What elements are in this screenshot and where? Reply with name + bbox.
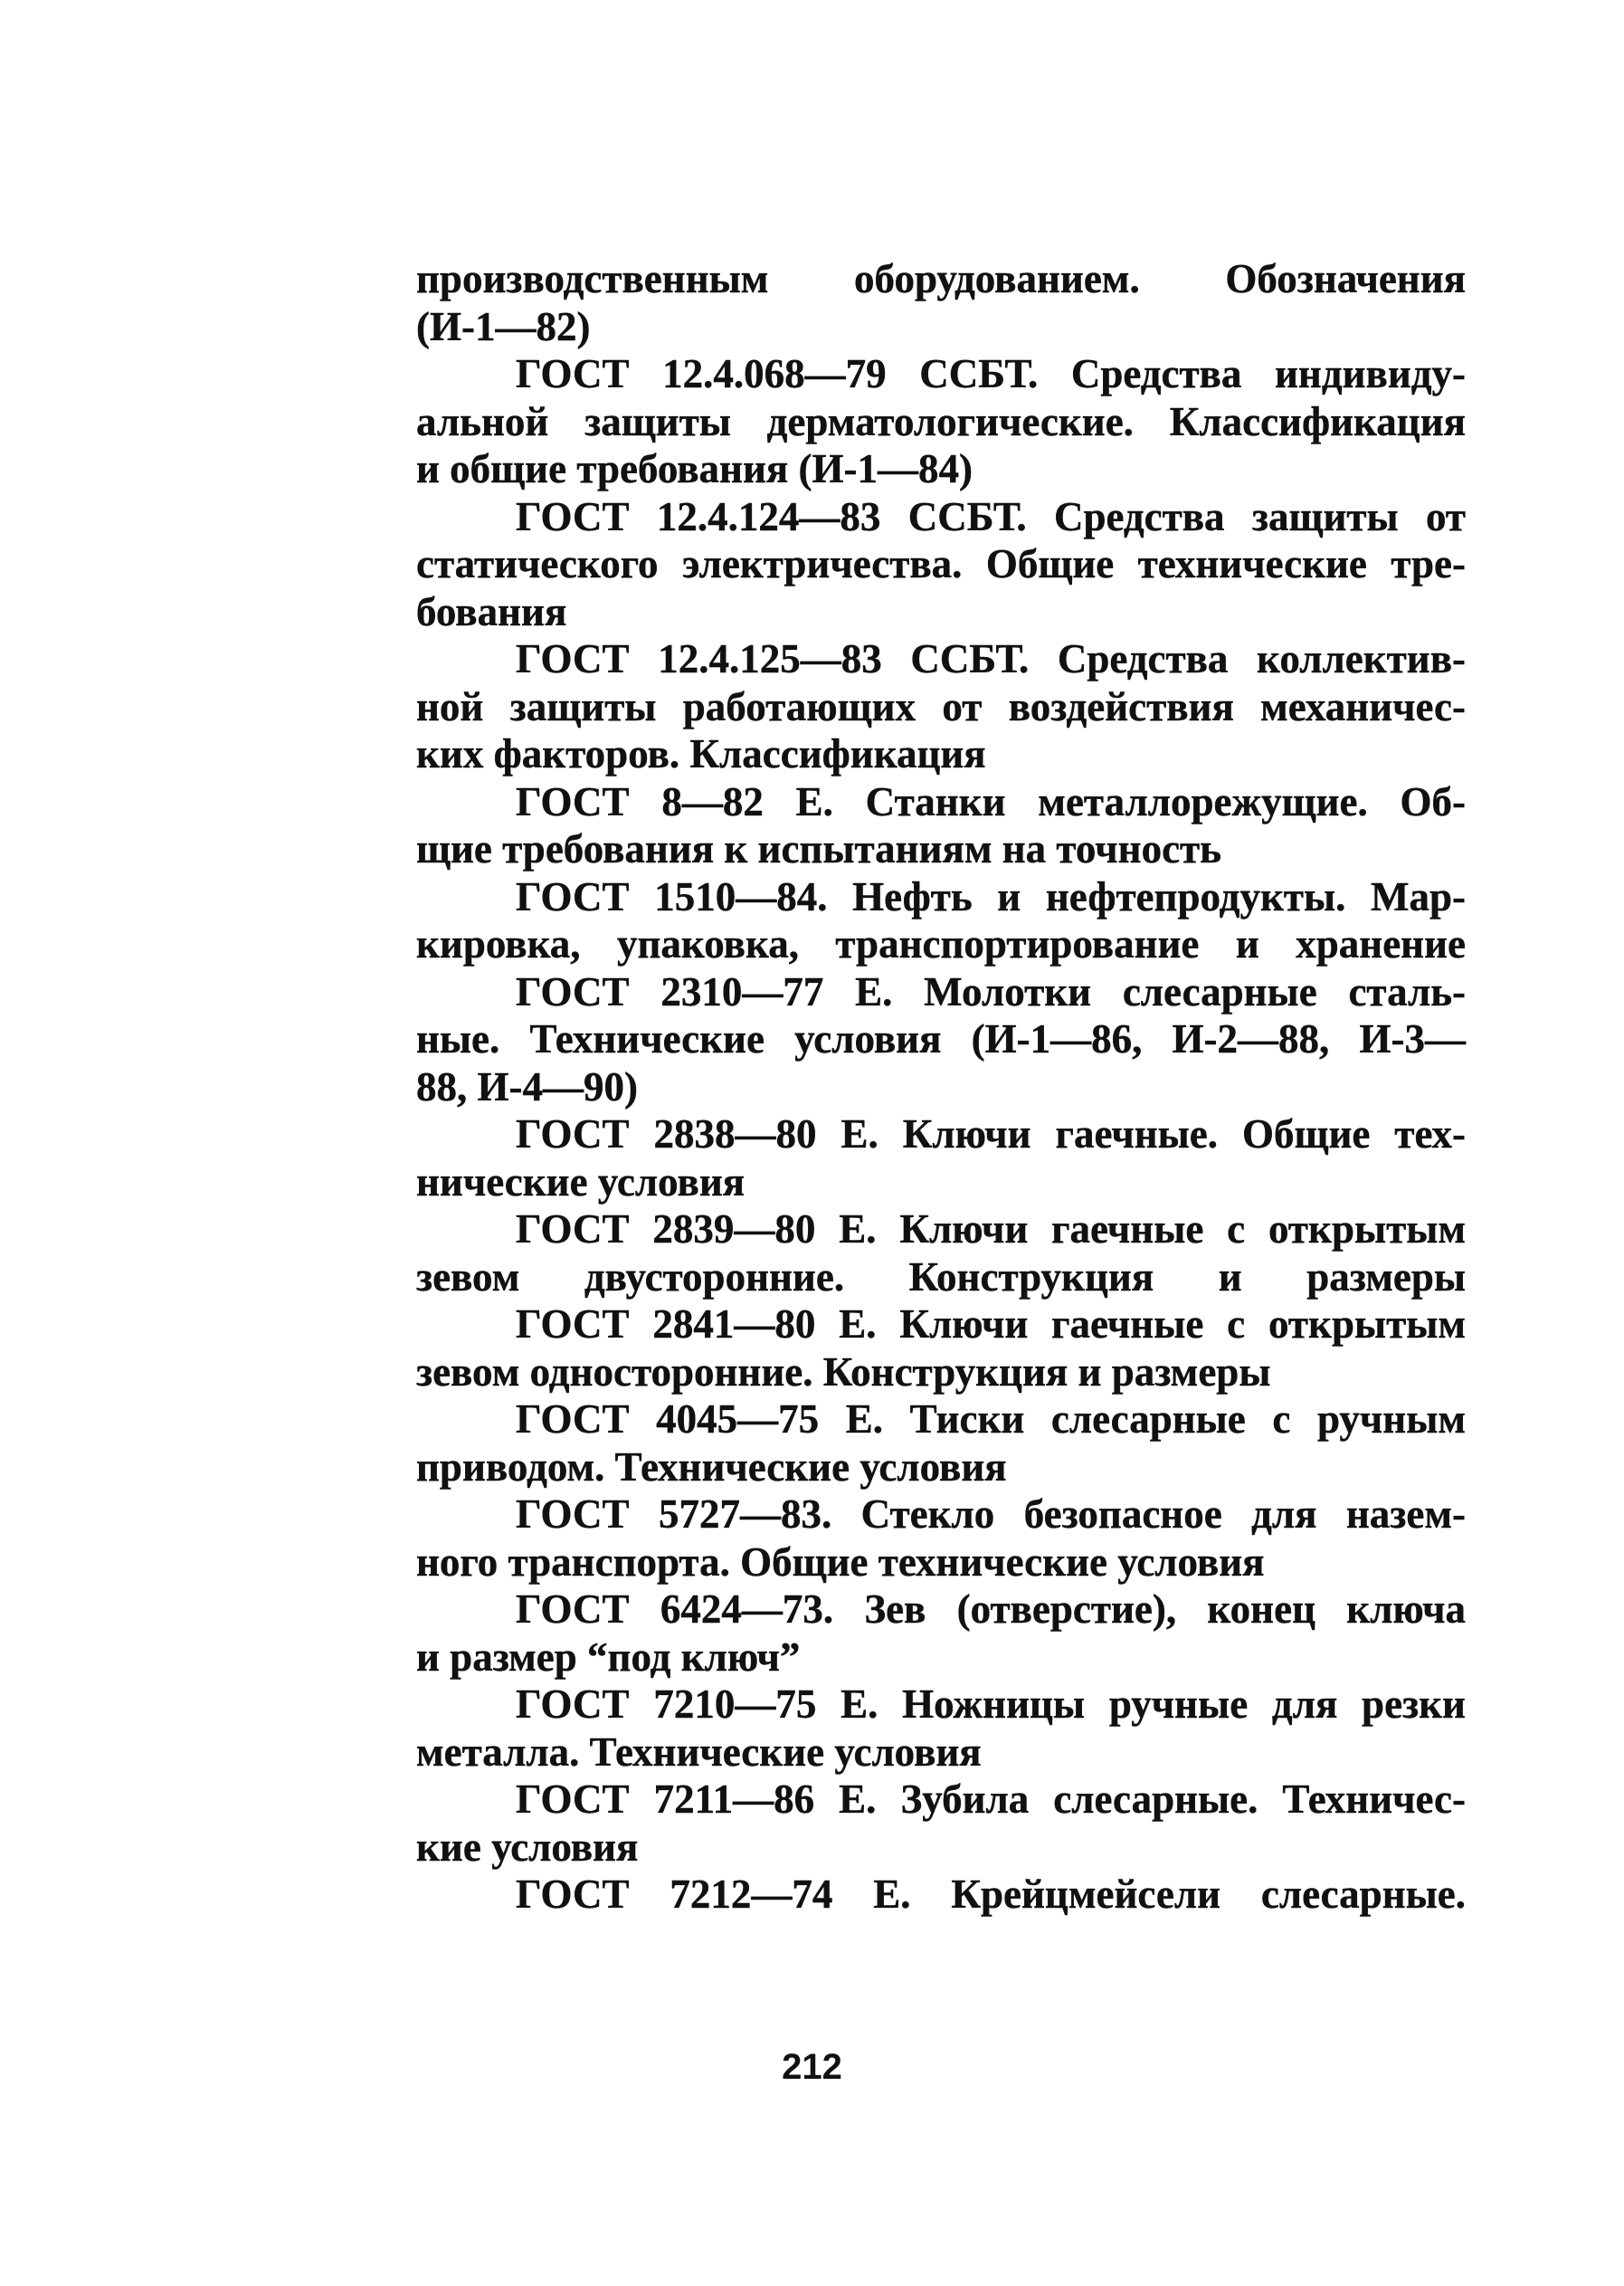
text-line: нические условия [416,1158,746,1205]
page-number: 212 [782,2047,842,2087]
text-line: зевом односторонние. Конструкция и размеры [416,1348,1271,1395]
text-line: ГОСТ 2841—80 Е. Ключи гаечные с открытым [516,1301,1466,1347]
text-line: производственным оборудованием. Обозначения [416,256,1466,301]
text-line: ких факторов. Классификация [416,731,986,776]
text-line: ГОСТ 12.4.068—79 ССБТ. Средства индивиду- [516,351,1466,396]
text-line: ГОСТ 8—82 Е. Станки металлорежущие. Об- [516,778,1466,824]
text-line: альной защиты дерматологические. Классификация [416,398,1466,444]
text-line: ГОСТ 4045—75 Е. Тиски слесарные с ручным [516,1396,1466,1442]
text-line: щие требования к испытаниям на точность [416,826,1221,872]
text-line: и общие требования (И-1—84) [416,446,973,491]
text-line: ной защиты работающих от воздействия механичес- [416,683,1466,729]
text-line: ГОСТ 5727—83. Стекло безопасное для назем- [516,1491,1466,1537]
text-line: кие условия [416,1824,639,1870]
text-line: приводом. Технические условия [416,1443,1007,1490]
text-line: 88, И-4—90) [416,1063,638,1110]
text-line: статического электричества. Общие технические тре- [416,541,1466,586]
text-line: ГОСТ 7211—86 Е. Зубила слесарные. Техничес- [516,1776,1466,1822]
text-line: металла. Технические условия [416,1729,982,1775]
text-line: ГОСТ 7212—74 Е. Крейцмейсели слесарные. [516,1872,1466,1917]
text-line: ные. Технические условия (И-1—86, И-2—88, И-3— [416,1016,1466,1062]
text-line: бования [416,588,567,634]
text-line: ГОСТ 2310—77 Е. Молотки слесарные сталь- [516,968,1466,1014]
document-body [416,255,1466,1919]
text-line: зевом двусторонние. Конструкция и размеры [416,1253,1466,1300]
text-line: ного транспорта. Общие технические условия [416,1538,1265,1585]
text-line: ГОСТ 12.4.125—83 ССБТ. Средства коллектив- [516,636,1466,681]
text-line: ГОСТ 1510—84. Нефть и нефтепродукты. Мар- [516,873,1466,919]
text-line: ГОСТ 2838—80 Е. Ключи гаечные. Общие тех- [516,1111,1466,1157]
text-line: ГОСТ 6424—73. Зев (отверстие), конец ключа [516,1586,1466,1632]
text-line: (И-1—82) [416,303,591,349]
text-line: ГОСТ 2839—80 Е. Ключи гаечные с открытым [516,1206,1466,1252]
text-line: кировка, упаковка, транспортирование и хранение [416,921,1466,967]
text-line: и размер “под ключ” [416,1634,801,1680]
text-line: ГОСТ 12.4.124—83 ССБТ. Средства защиты от [516,493,1466,539]
text-line: ГОСТ 7210—75 Е. Ножницы ручные для резки [516,1681,1466,1727]
